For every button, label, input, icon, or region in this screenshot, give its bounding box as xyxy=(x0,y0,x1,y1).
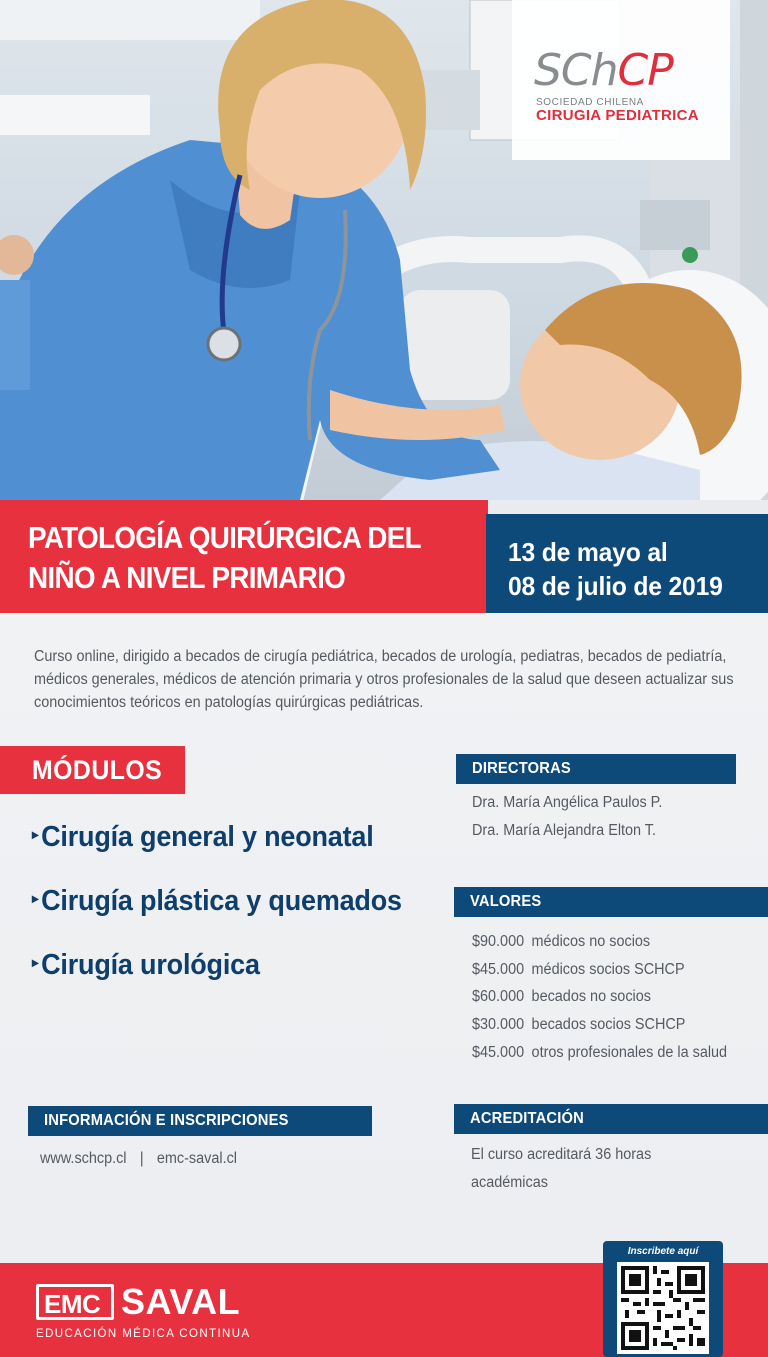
logo-mark-right: CP xyxy=(617,45,673,96)
price-amount: $60.000 xyxy=(472,988,525,1005)
accreditation-line2: académicas xyxy=(471,1174,548,1191)
prices-heading-label: VALORES xyxy=(470,893,542,910)
course-dates-banner xyxy=(486,514,768,626)
hero-photo xyxy=(0,0,768,500)
price-row xyxy=(472,1044,727,1062)
module-item xyxy=(32,949,260,982)
content-area xyxy=(0,613,768,1263)
logo-mark-left: SCh xyxy=(534,45,618,96)
triangle-right-icon: ▸ xyxy=(32,890,39,906)
director-name: Dra. María Angélica Paulos P. xyxy=(472,794,663,811)
emc-saval-link[interactable]: emc-saval.cl xyxy=(156,1150,238,1167)
module-label: Cirugía general y neonatal xyxy=(41,821,374,853)
info-heading-label: INFORMACIÓN E INSCRIPCIONES xyxy=(44,1112,289,1129)
accreditation-line1: El curso acreditará 36 horas xyxy=(471,1146,652,1163)
dates-line1: 13 de mayo al xyxy=(508,537,668,567)
emc-tagline: EDUCACIÓN MÉDICA CONTINUA xyxy=(36,1328,251,1340)
prices-heading xyxy=(454,887,768,917)
director-name: Dra. María Alejandra Elton T. xyxy=(472,822,657,839)
module-item xyxy=(32,821,374,854)
directors-heading-label: DIRECTORAS xyxy=(472,760,571,777)
logo-mark xyxy=(534,46,673,96)
module-label: Cirugía plástica y quemados xyxy=(41,885,402,917)
price-amount: $90.000 xyxy=(472,933,525,950)
course-title-line1: PATOLOGÍA QUIRÚRGICA DEL xyxy=(28,520,421,555)
modules-heading-label: MÓDULOS xyxy=(32,755,163,785)
course-title xyxy=(28,518,496,598)
price-label: médicos no socios xyxy=(531,933,651,950)
price-row xyxy=(472,988,651,1006)
link-separator: | xyxy=(139,1150,144,1167)
info-links xyxy=(40,1150,237,1168)
price-label: otros profesionales de la salud xyxy=(531,1044,728,1061)
price-label: médicos socios SCHCP xyxy=(531,961,685,978)
price-row xyxy=(472,1016,685,1034)
price-amount: $30.000 xyxy=(472,1016,525,1033)
module-item xyxy=(32,885,402,918)
dates-line2: 08 de julio de 2019 xyxy=(508,571,723,601)
course-description: Curso online, dirigido a becados de cirugía pediátrica, becados de urología, pediatras, becados de pediatría, médicos generales, médicos de atención primaria y otros profesionales de la salud que deseen actualizar sus conocimientos teóricos en patologías quirúrgicas pediátricas. xyxy=(34,648,734,711)
accreditation-heading-label: ACREDITACIÓN xyxy=(470,1110,584,1127)
qr-code[interactable] xyxy=(617,1262,709,1354)
price-label: becados socios SCHCP xyxy=(531,1016,686,1033)
price-row xyxy=(472,933,650,951)
schcp-link[interactable]: www.schcp.cl xyxy=(40,1150,127,1167)
logo-line1: SOCIEDAD CHILENA xyxy=(536,97,644,108)
price-row xyxy=(472,961,685,979)
course-title-banner xyxy=(0,500,488,613)
qr-card[interactable] xyxy=(603,1241,723,1357)
modules-heading xyxy=(0,746,185,794)
price-label: becados no socios xyxy=(531,988,651,1005)
module-label: Cirugía urológica xyxy=(41,949,260,981)
qr-label: Inscribete aquí xyxy=(627,1246,699,1257)
saval-logo-text: SAVAL xyxy=(121,1281,241,1322)
info-heading xyxy=(28,1106,372,1136)
triangle-right-icon: ▸ xyxy=(32,954,39,970)
qr-code-graphic xyxy=(617,1262,709,1354)
triangle-right-icon: ▸ xyxy=(32,826,39,842)
emc-logo-text: EMC xyxy=(44,1289,101,1319)
price-amount: $45.000 xyxy=(472,961,525,978)
emc-logo-box xyxy=(36,1284,114,1320)
logo-line2: CIRUGIA PEDIATRICA xyxy=(536,107,699,124)
schcp-logo xyxy=(512,0,730,160)
accreditation-heading xyxy=(454,1104,768,1134)
price-amount: $45.000 xyxy=(472,1044,525,1061)
directors-heading xyxy=(456,754,736,784)
course-title-line2: NIÑO A NIVEL PRIMARIO xyxy=(28,560,346,595)
course-dates xyxy=(508,535,768,603)
